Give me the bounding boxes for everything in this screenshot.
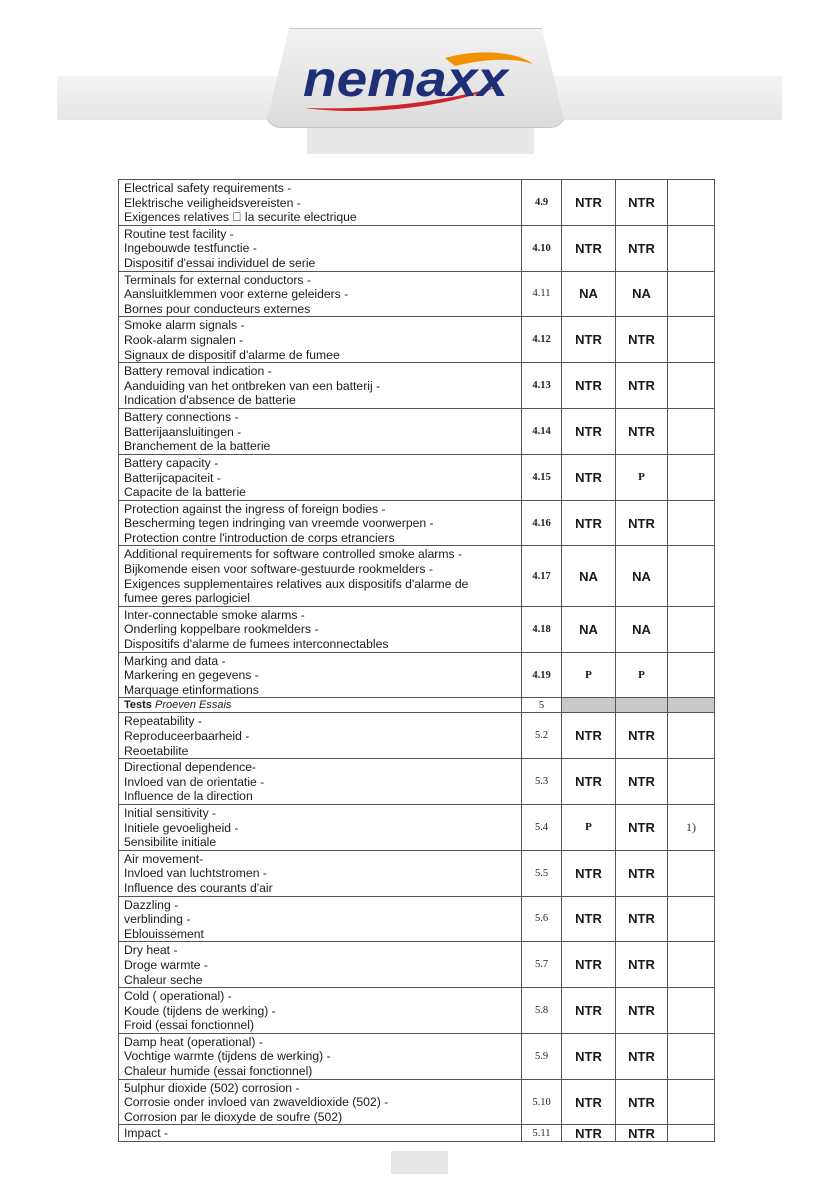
verdict-2: NTR xyxy=(616,409,668,455)
verdict-2: NTR xyxy=(616,500,668,546)
verdict-1: NTR xyxy=(562,1125,616,1142)
description-line-2: Koude (tijdens de werking) - xyxy=(124,1003,276,1018)
description-line-2: Rook-alarm signalen - xyxy=(124,332,244,347)
description-line-2: verblinding - xyxy=(124,912,191,927)
requirement-description xyxy=(119,363,522,409)
description-line-4: fumee geres parlogiciel xyxy=(124,591,251,606)
requirement-description xyxy=(119,804,522,850)
remark xyxy=(668,180,715,226)
clause-number: 5.3 xyxy=(522,759,562,805)
description-line-1: Repeatability - xyxy=(124,714,202,729)
verdict-2: NA xyxy=(616,606,668,652)
verdict-1: NTR xyxy=(562,1079,616,1125)
description-line-2: Reproduceerbaarheid - xyxy=(124,729,250,743)
description-line-2: Invloed van de orientatie - xyxy=(124,774,265,789)
clause-number: 4.11 xyxy=(522,271,562,317)
remark xyxy=(668,500,715,546)
verdict-1: NA xyxy=(562,271,616,317)
table-row xyxy=(119,454,715,500)
description-line-1: Battery capacity - xyxy=(124,455,219,470)
section-title-en: Tests xyxy=(124,699,152,712)
section-shade-2 xyxy=(616,698,668,713)
description-line-3: Froid (essai fonctionnel) xyxy=(124,1018,255,1033)
requirement-description xyxy=(119,180,522,226)
verdict-2: P xyxy=(616,454,668,500)
verdict-1: NTR xyxy=(562,942,616,988)
description-line-2: Vochtige warmte (tijdens de werking) - xyxy=(124,1049,331,1064)
section-header-row xyxy=(119,698,715,713)
requirement-description xyxy=(119,713,522,759)
section-shade-3 xyxy=(668,698,715,713)
verdict-2: NTR xyxy=(616,180,668,226)
remark xyxy=(668,606,715,652)
remark xyxy=(668,363,715,409)
clause-number: 4.14 xyxy=(522,409,562,455)
requirement-description xyxy=(119,606,522,652)
description-line-3: Protection contre l'introduction de corps etranciers xyxy=(124,530,395,545)
table-row xyxy=(119,546,715,606)
verdict-1: NTR xyxy=(562,988,616,1034)
verdict-1: NTR xyxy=(562,850,616,896)
remark xyxy=(668,652,715,698)
verdict-1: P xyxy=(562,652,616,698)
verdict-2: NTR xyxy=(616,225,668,271)
remark xyxy=(668,1033,715,1079)
description-line-1: Impact - xyxy=(124,1126,169,1141)
table-row xyxy=(119,363,715,409)
description-line-3: Chaleur seche xyxy=(124,972,203,987)
remark: 1) xyxy=(668,804,715,850)
description-line-1: 5ulphur dioxide (502) corrosion - xyxy=(124,1080,300,1095)
verdict-2: NTR xyxy=(616,1125,668,1142)
requirement-description xyxy=(119,896,522,942)
description-line-3: Dispositif d'essai individuel de serie xyxy=(124,255,316,270)
description-line-3: Dispositifs d'alarme de fumees interconnectables xyxy=(124,637,389,652)
description-line-2: Initiele gevoeligheid - xyxy=(124,820,239,835)
clause-number: 5.7 xyxy=(522,942,562,988)
description-line-2: Droge warmte - xyxy=(124,957,208,972)
verdict-2: NTR xyxy=(616,988,668,1034)
description-line-3: Signaux de dispositif d'alarme de fumee xyxy=(124,347,340,362)
table-row xyxy=(119,1079,715,1125)
requirement-description xyxy=(119,225,522,271)
description-line-1: Air movement- xyxy=(124,851,204,866)
description-line-1: Terminals for external conductors - xyxy=(124,272,311,287)
section-title-nl-fr: Proeven Essais xyxy=(154,699,232,712)
requirement-description xyxy=(119,942,522,988)
table-row xyxy=(119,652,715,698)
clause-number: 4.12 xyxy=(522,317,562,363)
requirement-description xyxy=(119,1033,522,1079)
clause-number: 4.15 xyxy=(522,454,562,500)
remark xyxy=(668,409,715,455)
verdict-1: NTR xyxy=(562,363,616,409)
description-line-3: Corrosion par le dioxyde de soufre (502) xyxy=(124,1109,343,1124)
verdict-1: NTR xyxy=(562,896,616,942)
requirement-description xyxy=(119,652,522,698)
description-line-2: Ingebouwde testfunctie - xyxy=(124,241,257,256)
verdict-1: NTR xyxy=(562,225,616,271)
description-line-1: Directional dependence- xyxy=(124,760,257,775)
requirement-description xyxy=(119,271,522,317)
verdict-2: NTR xyxy=(616,942,668,988)
description-line-3: Capacite de la batterie xyxy=(124,485,246,500)
table-row-last xyxy=(119,1125,715,1142)
clause-number: 4.18 xyxy=(522,606,562,652)
remark xyxy=(668,1079,715,1125)
verdict-2: NTR xyxy=(616,317,668,363)
requirement-description xyxy=(119,1079,522,1125)
verdict-2: NTR xyxy=(616,363,668,409)
table-row xyxy=(119,317,715,363)
remark xyxy=(668,896,715,942)
requirement-description xyxy=(119,1125,522,1142)
verdict-1: NTR xyxy=(562,454,616,500)
requirement-description xyxy=(119,850,522,896)
remark xyxy=(668,713,715,759)
description-line-2: Batterijaansluitingen - xyxy=(124,424,242,439)
footer-page-box xyxy=(391,1151,448,1174)
clause-number: 5.4 xyxy=(522,804,562,850)
description-line-1: Dazzling - xyxy=(124,897,179,912)
description-line-1: Initial sensitivity - xyxy=(124,805,217,820)
section-clause: 5 xyxy=(522,698,562,713)
table-row xyxy=(119,896,715,942)
verdict-1: NTR xyxy=(562,759,616,805)
description-line-2: Markering en gegevens - xyxy=(124,668,259,683)
description-line-3: 5ensibilite initiale xyxy=(124,835,217,850)
description-line-1: Marking and data - xyxy=(124,653,226,668)
description-line-2: Bijkomende eisen voor software-gestuurde rookmelders - xyxy=(124,562,433,577)
description-line-3: Bornes pour conducteurs externes xyxy=(124,301,311,316)
table-row xyxy=(119,1033,715,1079)
verdict-2: NTR xyxy=(616,804,668,850)
requirement-description xyxy=(119,500,522,546)
table-row xyxy=(119,409,715,455)
clause-number: 5.9 xyxy=(522,1033,562,1079)
description-line-3: Influence de la direction xyxy=(124,789,253,804)
description-line-1: Cold ( operational) - xyxy=(124,989,232,1004)
remark xyxy=(668,1125,715,1142)
description-line-2: Elektrische veiligheidsvereisten - xyxy=(124,195,301,210)
description-line-1: Dry heat - xyxy=(124,943,178,958)
remark xyxy=(668,988,715,1034)
description-line-2: Batterijcapaciteit - xyxy=(124,470,221,485)
description-line-2: Bescherming tegen indringing van vreemde voorwerpen - xyxy=(124,516,434,531)
description-line-3: Chaleur humide (essai fonctionnel) xyxy=(124,1064,313,1079)
verdict-1: P xyxy=(562,804,616,850)
verdict-1: NA xyxy=(562,546,616,606)
remark xyxy=(668,546,715,606)
clause-number: 5.10 xyxy=(522,1079,562,1125)
description-line-2: Aanduiding van het ontbreken van een batterij - xyxy=(124,378,381,393)
clause-number: 5.2 xyxy=(522,713,562,759)
clause-number: 5.5 xyxy=(522,850,562,896)
verdict-2: P xyxy=(616,652,668,698)
clause-number: 4.19 xyxy=(522,652,562,698)
description-line-3: Indication d'absence de batterie xyxy=(124,393,296,408)
description-line-3: Influence des courants d'air xyxy=(124,880,273,895)
table-row xyxy=(119,225,715,271)
table-row xyxy=(119,942,715,988)
requirement-description xyxy=(119,759,522,805)
description-line-1: Additional requirements for software controlled smoke alarms - xyxy=(124,547,463,562)
clause-number: 4.9 xyxy=(522,180,562,226)
description-line-2: Invloed van luchtstromen - xyxy=(124,866,267,881)
table-row xyxy=(119,850,715,896)
description-line-1: Battery connections - xyxy=(124,410,239,425)
verdict-2: NTR xyxy=(616,1079,668,1125)
table-row xyxy=(119,500,715,546)
description-line-1: Smoke alarm signals - xyxy=(124,318,245,333)
verdict-2: NA xyxy=(616,271,668,317)
description-line-2: Onderling koppelbare rookmelders - xyxy=(124,622,319,637)
description-line-1: Inter-connectable smoke alarms - xyxy=(124,607,305,622)
clause-number: 5.8 xyxy=(522,988,562,1034)
verdict-1: NTR xyxy=(562,713,616,759)
requirement-description xyxy=(119,317,522,363)
requirement-description xyxy=(119,454,522,500)
description-line-1: Electrical safety requirements - xyxy=(124,181,292,195)
requirements-table xyxy=(118,179,715,1142)
table-row xyxy=(119,804,715,850)
requirement-description xyxy=(119,988,522,1034)
logo-graphic xyxy=(295,46,540,116)
clause-number: 4.10 xyxy=(522,225,562,271)
verdict-1: NTR xyxy=(562,1033,616,1079)
description-line-3: Eblouissement xyxy=(124,926,204,941)
remark xyxy=(668,271,715,317)
description-line-3: Reoetabilite xyxy=(124,743,189,758)
table-row xyxy=(119,713,715,759)
section-shade-1 xyxy=(562,698,616,713)
remark xyxy=(668,850,715,896)
clause-number: 4.13 xyxy=(522,363,562,409)
remark xyxy=(668,454,715,500)
verdict-2: NTR xyxy=(616,759,668,805)
verdict-1: NA xyxy=(562,606,616,652)
requirement-description xyxy=(119,546,522,606)
requirement-description xyxy=(119,409,522,455)
description-line-3: Exigences supplementaires relatives aux dispositifs d'alarme de xyxy=(124,576,469,591)
table-row xyxy=(119,180,715,226)
remark xyxy=(668,225,715,271)
remark xyxy=(668,759,715,805)
nemaxx-logo xyxy=(295,46,540,116)
table-row xyxy=(119,606,715,652)
description-line-1: Protection against the ingress of foreign bodies - xyxy=(124,501,386,516)
verdict-2: NTR xyxy=(616,713,668,759)
remark xyxy=(668,317,715,363)
description-line-2: Corrosie onder invloed van zwaveldioxide (502) - xyxy=(124,1095,389,1110)
description-line-3: Branchement de la batterie xyxy=(124,439,271,454)
table-row xyxy=(119,759,715,805)
verdict-2: NTR xyxy=(616,850,668,896)
description-line-1: Battery removal indication - xyxy=(124,364,272,379)
clause-number: 4.16 xyxy=(522,500,562,546)
table-row xyxy=(119,271,715,317)
verdict-2: NTR xyxy=(616,1033,668,1079)
description-line-3: Marquage etinformations xyxy=(124,682,259,697)
clause-number: 5.11 xyxy=(522,1125,562,1142)
description-line-1: Routine test facility - xyxy=(124,226,234,241)
verdict-2: NA xyxy=(616,546,668,606)
verdict-2: NTR xyxy=(616,896,668,942)
table-row xyxy=(119,988,715,1034)
section-title xyxy=(119,698,522,713)
clause-number: 5.6 xyxy=(522,896,562,942)
clause-number: 4.17 xyxy=(522,546,562,606)
verdict-1: NTR xyxy=(562,500,616,546)
verdict-1: NTR xyxy=(562,409,616,455)
remark xyxy=(668,942,715,988)
logo-wordmark: nemaxx xyxy=(303,51,511,107)
description-line-3: Exigences relatives   la securite electrique xyxy=(124,210,357,225)
description-line-2: Aansluitklemmen voor externe geleiders - xyxy=(124,287,349,302)
header-sub-band xyxy=(307,128,534,154)
description-line-1: Damp heat (operational) - xyxy=(124,1034,263,1049)
verdict-1: NTR xyxy=(562,317,616,363)
verdict-1: NTR xyxy=(562,180,616,226)
